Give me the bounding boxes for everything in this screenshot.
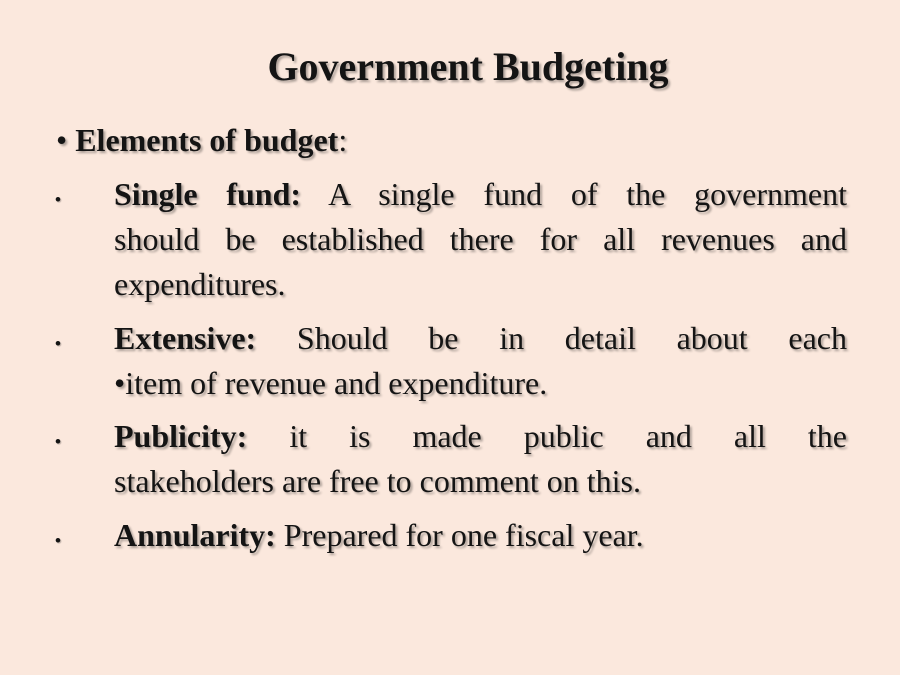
bullet-extensive: •	[55, 334, 61, 353]
item-extensive	[114, 316, 847, 406]
item-line: expenditures.	[114, 266, 286, 302]
item-annularity	[114, 513, 847, 558]
bullet-single-fund: •	[55, 190, 61, 209]
item-single-fund	[114, 172, 847, 307]
item-line: should be established there for all revenues and	[114, 221, 847, 257]
item-term: Publicity:	[114, 418, 248, 454]
slide-title: Government Budgeting	[267, 44, 669, 89]
bullet-annularity: •	[55, 531, 61, 550]
item-text: Prepared for one fiscal year.	[275, 517, 644, 553]
item-line	[114, 513, 847, 558]
item-text: it is made public and all the	[247, 418, 847, 454]
item-line	[114, 172, 847, 217]
item-line: •item of revenue and expenditure.	[114, 365, 548, 401]
heading-colon: :	[338, 122, 348, 158]
heading-label: Elements of budget	[75, 122, 339, 158]
section-heading	[56, 118, 347, 162]
item-line	[114, 414, 847, 459]
item-line: stakeholders are free to comment on this.	[114, 463, 641, 499]
item-term: Single fund:	[114, 176, 302, 212]
item-line	[114, 316, 847, 361]
item-term: Annularity:	[114, 517, 276, 553]
heading-bullet: •	[56, 122, 68, 158]
item-term: Extensive:	[114, 320, 257, 356]
item-text: A single fund of the government	[301, 176, 848, 212]
item-text: Should be in detail about each	[256, 320, 847, 356]
item-publicity	[114, 414, 847, 504]
bullet-publicity: •	[55, 432, 61, 451]
